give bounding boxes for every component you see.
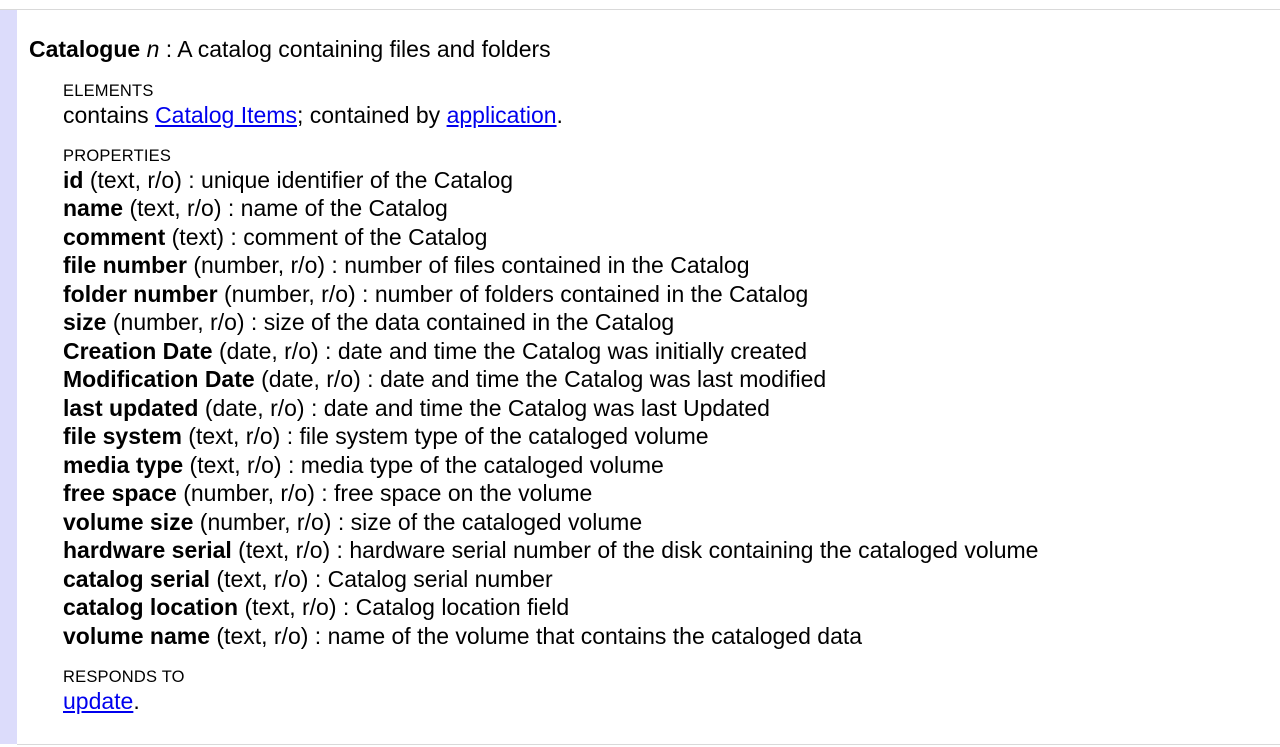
class-description: A catalog containing files and folders: [177, 36, 551, 62]
properties-section: [63, 146, 1038, 651]
property-description: number of folders contained in the Catalog: [374, 280, 809, 307]
property-name: catalog location: [63, 594, 239, 620]
property-row: [63, 337, 1038, 366]
property-description: name of the volume that contains the cataloged data: [327, 622, 863, 649]
property-type: (number, r/o): [199, 508, 332, 535]
heading-separator: :: [159, 36, 178, 62]
property-separator: :: [181, 166, 202, 193]
property-type: (date, r/o): [204, 394, 305, 421]
property-separator: :: [360, 366, 380, 392]
property-row: [63, 166, 1038, 195]
property-type: (number, r/o): [193, 252, 326, 278]
property-description: hardware serial number of the disk containing the cataloged volume: [349, 537, 1039, 563]
property-separator: :: [224, 223, 244, 250]
properties-list: [63, 166, 1038, 651]
property-description: unique identifier of the Catalog: [201, 166, 514, 193]
property-row: [63, 308, 1038, 337]
property-separator: :: [336, 594, 356, 620]
property-type: (text, r/o): [244, 594, 337, 620]
property-name: Creation Date: [63, 337, 213, 364]
elements-prefix: contains: [63, 102, 156, 128]
elements-line: [63, 101, 1038, 130]
property-description: Catalog serial number: [327, 565, 553, 592]
properties-label: PROPERTIES: [63, 146, 172, 165]
class-heading: [29, 34, 1038, 64]
property-row: [63, 451, 1038, 480]
property-description: media type of the cataloged volume: [300, 451, 664, 478]
property-type: (number, r/o): [183, 480, 315, 506]
property-row: [63, 422, 1038, 451]
property-separator: :: [314, 480, 335, 506]
property-name: last updated: [63, 394, 199, 421]
property-name: Modification Date: [63, 366, 255, 392]
property-name: volume size: [63, 508, 194, 535]
part-of-speech: n: [146, 36, 160, 62]
catalog-items-link[interactable]: Catalog Items: [155, 102, 297, 128]
responds-to-line: [63, 687, 1038, 716]
property-name: media type: [63, 451, 184, 478]
property-type: (text, r/o): [238, 537, 331, 563]
property-separator: :: [325, 252, 345, 278]
class-side-bar: [0, 10, 17, 744]
class-name: Catalogue: [29, 36, 141, 62]
property-name: catalog serial: [63, 565, 211, 592]
property-name: comment: [63, 223, 166, 250]
property-separator: :: [330, 537, 350, 563]
property-separator: :: [331, 508, 351, 535]
property-separator: :: [355, 280, 375, 307]
elements-section: [63, 81, 1038, 130]
property-description: comment of the Catalog: [243, 223, 488, 250]
property-description: name of the Catalog: [240, 195, 448, 221]
property-row: [63, 394, 1038, 423]
property-name: file system: [63, 423, 182, 449]
property-name: size: [63, 309, 107, 335]
bottom-divider: [17, 744, 1280, 745]
responds-to-suffix: .: [133, 688, 140, 714]
property-separator: :: [308, 622, 328, 649]
property-type: (text, r/o): [188, 423, 281, 449]
property-type: (text): [171, 223, 225, 250]
property-type: (text, r/o): [216, 622, 309, 649]
property-type: (text, r/o): [189, 451, 282, 478]
elements-middle: ; contained by: [296, 102, 447, 128]
responds-to-label: RESPONDS TO: [63, 668, 185, 686]
property-row: [63, 251, 1038, 280]
property-type: (date, r/o): [261, 366, 361, 392]
property-description: size of the data contained in the Catalog: [263, 309, 675, 335]
property-description: number of files contained in the Catalog: [344, 252, 750, 278]
property-row: [63, 508, 1038, 537]
property-row: [63, 593, 1038, 622]
property-name: hardware serial: [63, 537, 232, 563]
property-type: (number, r/o): [224, 280, 356, 307]
property-name: free space: [63, 480, 177, 506]
property-separator: :: [308, 565, 328, 592]
property-name: volume name: [63, 622, 210, 649]
property-name: name: [63, 195, 124, 221]
property-type: (text, r/o): [89, 166, 182, 193]
property-row: [63, 536, 1038, 565]
property-description: free space on the volume: [334, 480, 593, 506]
property-name: id: [63, 166, 84, 193]
property-row: [63, 622, 1038, 651]
property-separator: :: [244, 309, 264, 335]
property-separator: :: [280, 423, 300, 449]
property-separator: :: [221, 195, 241, 221]
property-type: (text, r/o): [129, 195, 222, 221]
property-description: date and time the Catalog was last modified: [379, 366, 827, 392]
property-type: (date, r/o): [218, 337, 319, 364]
responds-to-section: [63, 667, 1038, 716]
property-row: [63, 223, 1038, 252]
property-name: file number: [63, 252, 187, 278]
elements-suffix: .: [556, 102, 563, 128]
property-description: size of the cataloged volume: [350, 508, 643, 535]
property-row: [63, 365, 1038, 394]
property-description: date and time the Catalog was last Updated: [323, 394, 770, 421]
property-description: date and time the Catalog was initially created: [337, 337, 808, 364]
update-command-link[interactable]: update: [63, 688, 134, 714]
class-entry: [29, 34, 1038, 716]
elements-label: ELEMENTS: [63, 82, 154, 100]
property-separator: :: [318, 337, 338, 364]
property-row: [63, 565, 1038, 594]
property-separator: :: [304, 394, 324, 421]
dictionary-entry-frame: [0, 10, 1280, 744]
property-description: file system type of the cataloged volume: [299, 423, 709, 449]
property-description: Catalog location field: [355, 594, 570, 620]
property-row: [63, 479, 1038, 508]
property-row: [63, 280, 1038, 309]
property-type: (number, r/o): [112, 309, 245, 335]
property-type: (text, r/o): [216, 565, 309, 592]
property-name: folder number: [63, 280, 218, 307]
application-link[interactable]: application: [446, 102, 557, 128]
property-separator: :: [281, 451, 301, 478]
property-row: [63, 194, 1038, 223]
